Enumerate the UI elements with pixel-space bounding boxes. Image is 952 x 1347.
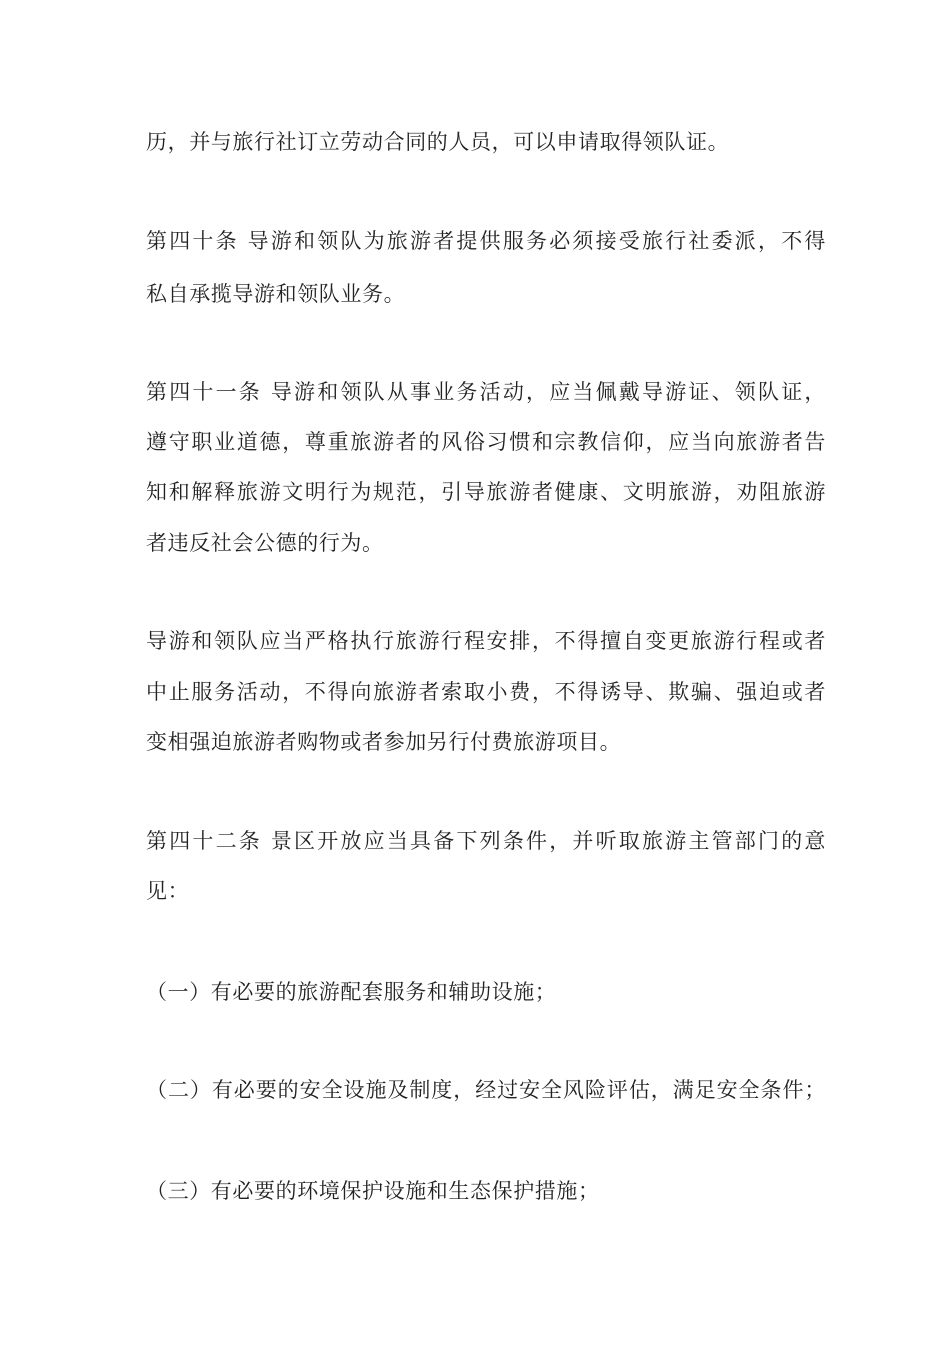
paragraph-guide-line-1: 导游和领队应当严格执行旅游行程安排，不得擅自变更旅游行程或者 [146, 629, 826, 653]
article-42-line-2: 见： [146, 879, 190, 903]
article-40-line-1: 第四十条 导游和领队为旅游者提供服务必须接受旅行社委派，不得 [146, 229, 826, 253]
paragraph-guide-line-2: 中止服务活动，不得向旅游者索取小费，不得诱导、欺骗、强迫或者 [146, 680, 826, 704]
condition-item-3: （三）有必要的环境保护设施和生态保护措施； [146, 1179, 600, 1203]
text-line-1: 历，并与旅行社订立劳动合同的人员，可以申请取得领队证。 [146, 130, 730, 154]
article-40-line-2: 私自承揽导游和领队业务。 [146, 282, 406, 306]
condition-item-2: （二）有必要的安全设施及制度，经过安全风险评估，满足安全条件； [146, 1078, 826, 1102]
paragraph-guide-line-3: 变相强迫旅游者购物或者参加另行付费旅游项目。 [146, 730, 622, 754]
article-41-line-3: 知和解释旅游文明行为规范，引导旅游者健康、文明旅游，劝阻旅游 [146, 480, 826, 504]
article-41-line-1: 第四十一条 导游和领队从事业务活动，应当佩戴导游证、领队证， [146, 380, 826, 404]
article-41-line-4: 者违反社会公德的行为。 [146, 531, 384, 555]
condition-item-1: （一）有必要的旅游配套服务和辅助设施； [146, 980, 557, 1004]
article-42-line-1: 第四十二条 景区开放应当具备下列条件，并听取旅游主管部门的意 [146, 829, 826, 853]
article-41-line-2: 遵守职业道德，尊重旅游者的风俗习惯和宗教信仰，应当向旅游者告 [146, 430, 826, 454]
